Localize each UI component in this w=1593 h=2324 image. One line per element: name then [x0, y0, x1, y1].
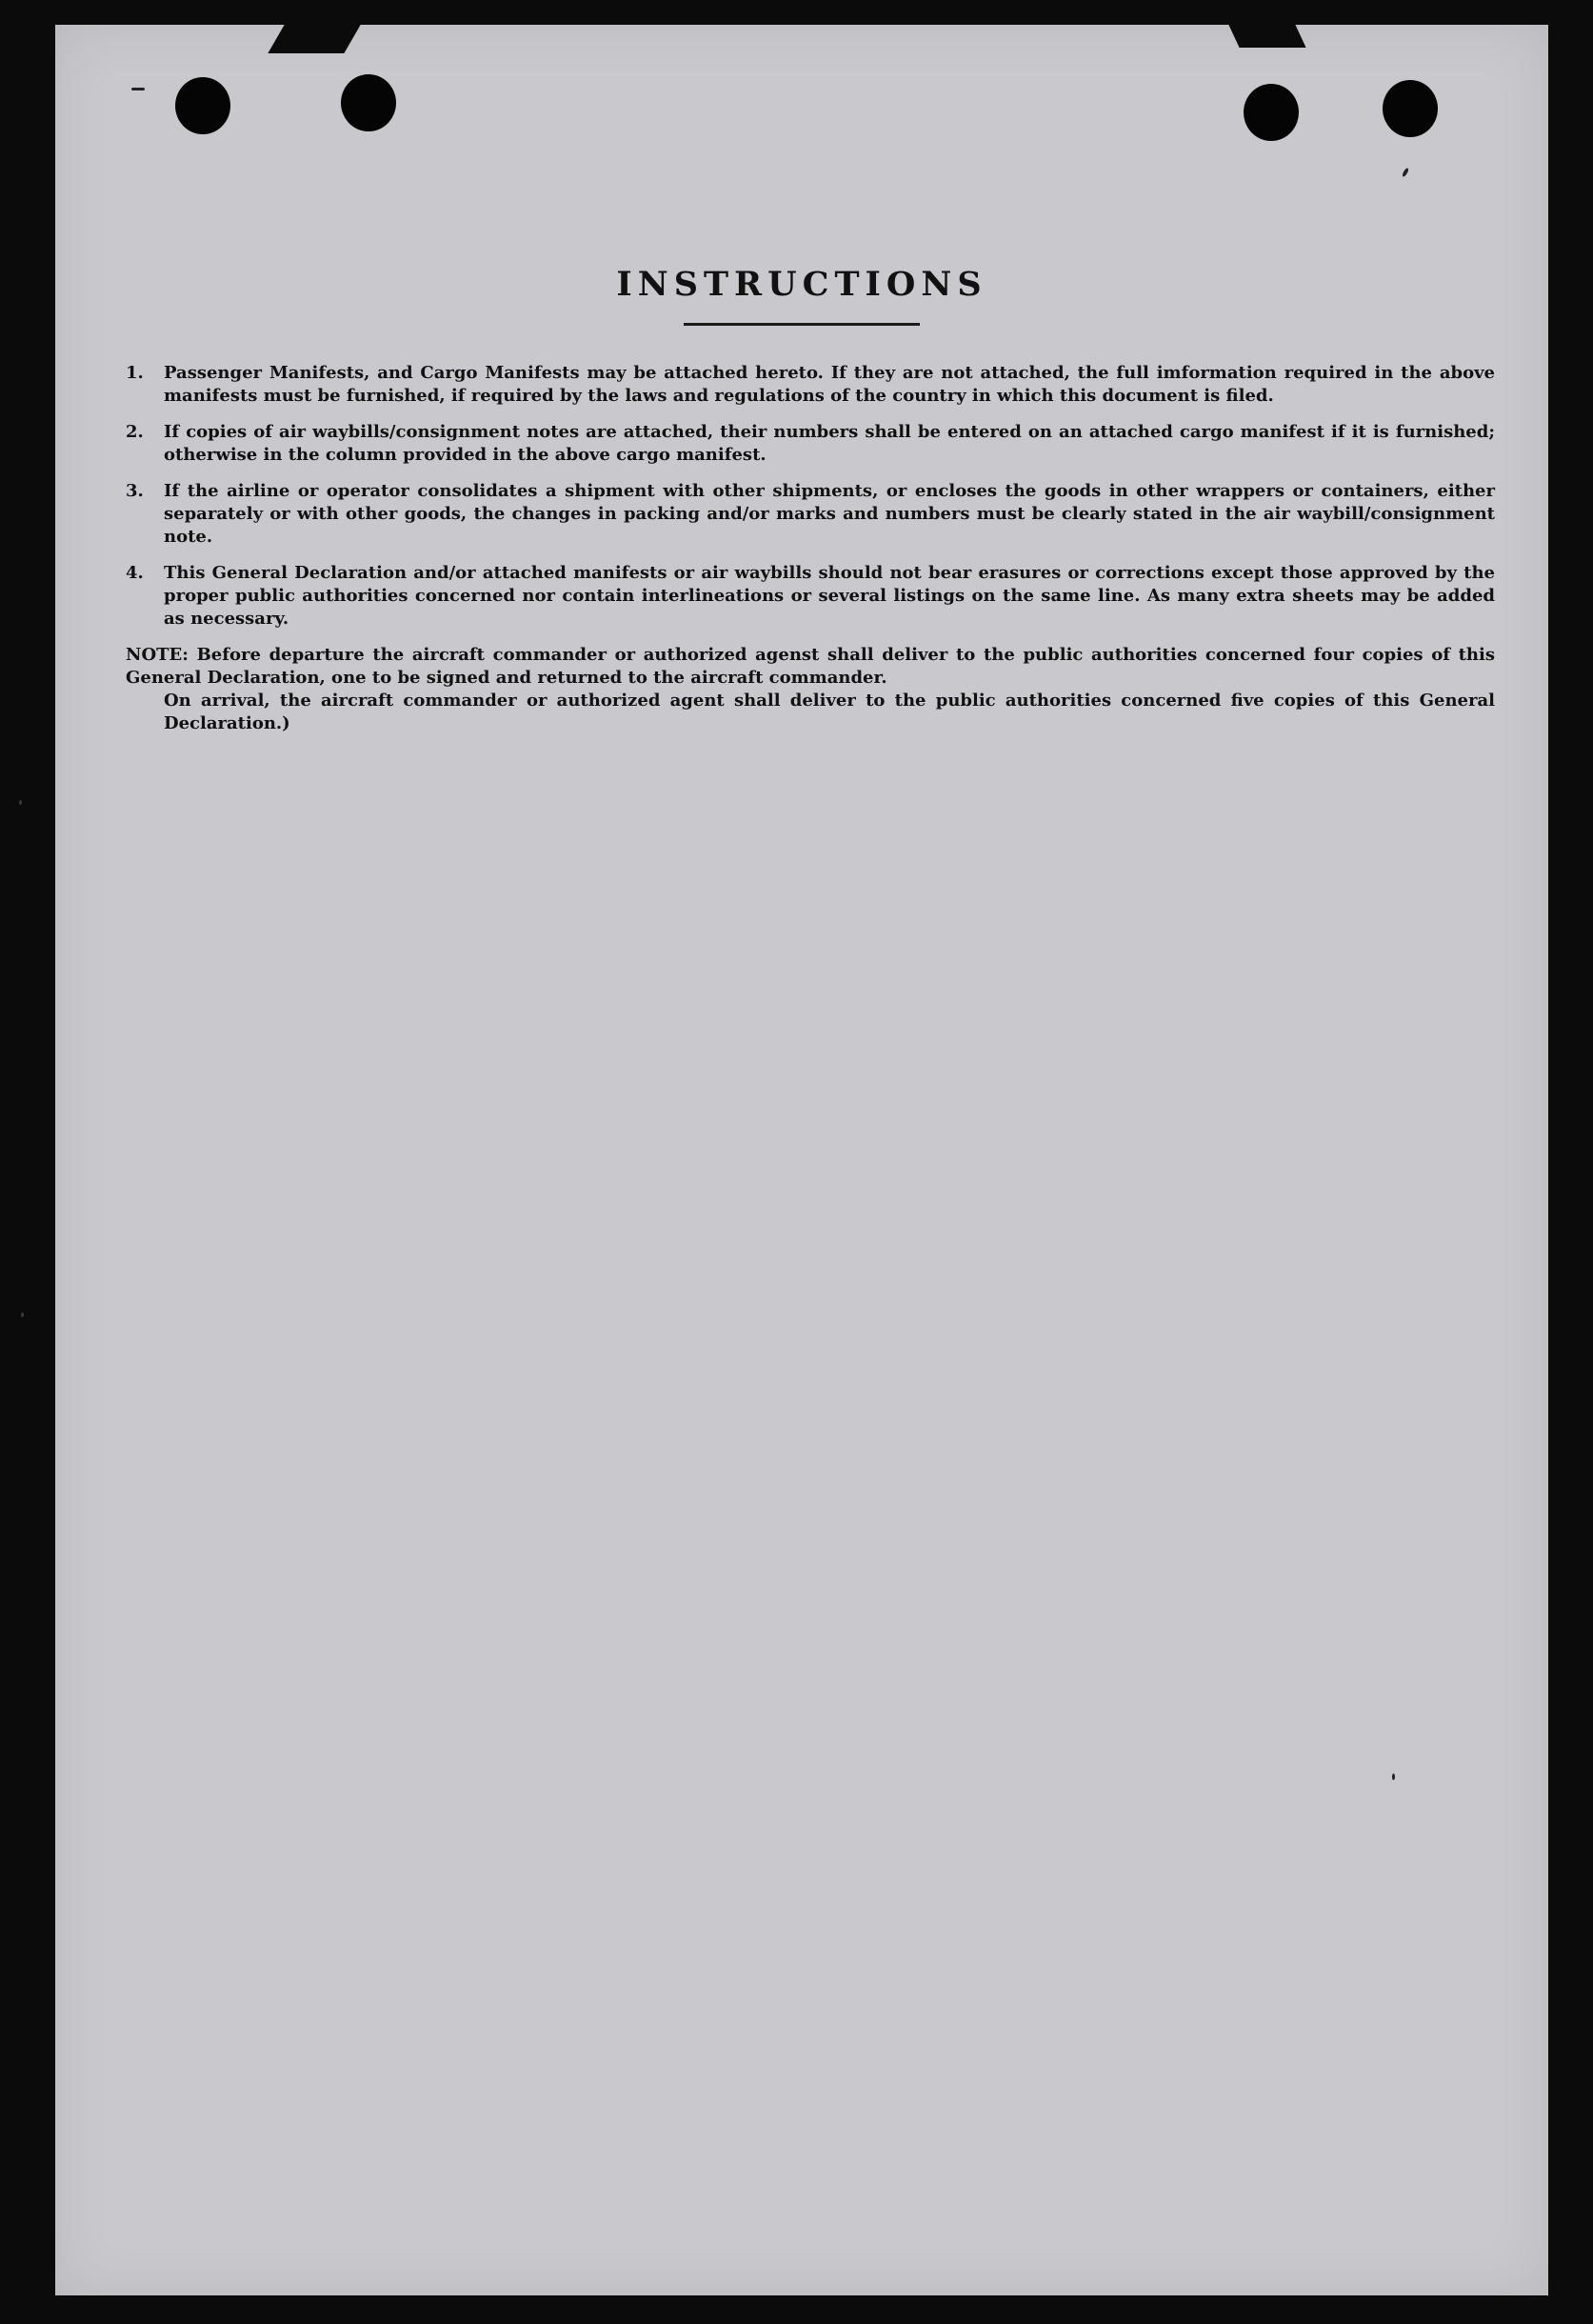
instruction-number: 2.	[126, 422, 144, 442]
instruction-item	[126, 362, 1495, 408]
note-label: NOTE:	[126, 645, 189, 665]
paper-tear-top-right	[1228, 25, 1305, 48]
instruction-text: Passenger Manifests, and Cargo Manifests may be attached hereto. If they are not attached, the full imformation required in the above manifests must be furnished, if required by the laws and regulations of the country in which this document is filed.	[164, 363, 1495, 406]
punch-hole-right-1	[1244, 84, 1299, 141]
instruction-number: 3.	[126, 481, 144, 501]
note-block	[126, 644, 1495, 735]
scan-edge-mark	[21, 1312, 24, 1317]
note-continuation: On arrival, the aircraft commander or authorized agent shall deliver to the public authorities concerned five copies of this General Declaration.)	[164, 691, 1495, 733]
document-page	[55, 25, 1548, 2295]
paper-speck	[1392, 1773, 1395, 1780]
instruction-text: This General Declaration and/or attached manifests or air waybills should not bear erasures or corrections except those approved by the proper public authorities concerned nor contain interlineations or several listings on the same line. As many extra sheets may be added as necessary.	[164, 563, 1495, 629]
instruction-text: If copies of air waybills/consignment notes are attached, their numbers shall be entered on an attached cargo manifest if it is furnished; otherwise in the column provided in the above cargo manifest.	[164, 422, 1495, 465]
note-line	[126, 644, 1495, 690]
instruction-text: If the airline or operator consolidates a shipment with other shipments, or encloses the goods in other wrappers or containers, either separately or with other goods, the changes in packing and/or marks and numbers must be clearly stated in the air waybill/consignment note.	[164, 481, 1495, 547]
show-through-text	[341, 225, 358, 258]
title-block	[55, 265, 1548, 326]
punch-hole-left-1	[175, 77, 230, 134]
punch-hole-left-2	[341, 74, 396, 131]
instruction-number: 4.	[126, 563, 144, 583]
scan-edge-mark	[19, 800, 22, 805]
note-text: Before departure the aircraft commander or authorized agenst shall deliver to the public authorities concerned four copies of this General Declaration, one to be signed and returned to the aircraft commander.	[126, 645, 1495, 688]
instruction-item	[126, 562, 1495, 631]
paper-speck	[131, 88, 145, 90]
instruction-item	[126, 480, 1495, 549]
paper-speck	[1402, 168, 1409, 178]
paper-tear-top-left	[268, 25, 360, 53]
instruction-number: 1.	[126, 363, 144, 383]
page-title: INSTRUCTIONS	[616, 265, 987, 304]
punch-hole-right-2	[1383, 80, 1438, 137]
instruction-item	[126, 421, 1495, 467]
instructions-list	[126, 362, 1495, 735]
title-underline	[684, 323, 920, 326]
